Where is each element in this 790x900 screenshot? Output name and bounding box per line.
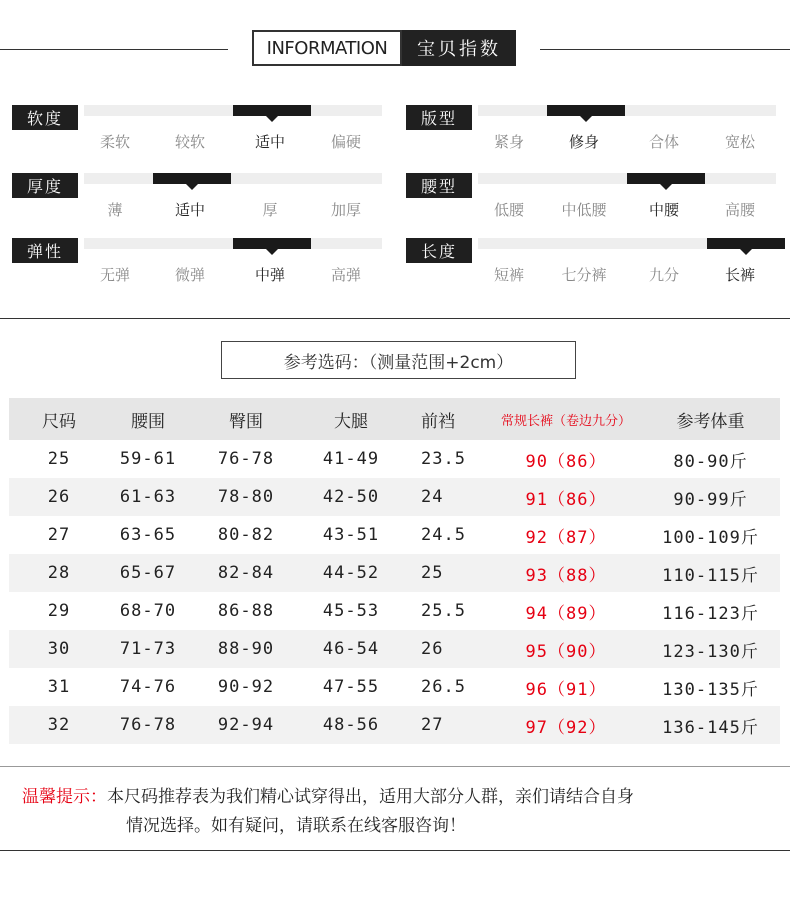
table-header-cell: 尺码 <box>42 411 76 432</box>
table-cell: 100-109斤 <box>662 527 759 548</box>
table-header-cell: 大腿 <box>334 411 368 432</box>
table-cell: 30 <box>47 639 71 659</box>
table-cell: 46-54 <box>322 639 380 659</box>
table-cell: 116-123斤 <box>662 603 759 624</box>
attr-selection-marker <box>233 238 311 249</box>
table-cell: 80-82 <box>217 525 275 545</box>
table-row <box>9 554 780 592</box>
table-row <box>9 516 780 554</box>
attr-length <box>406 238 776 298</box>
attr-option: 偏硬 <box>330 133 361 151</box>
attr-option: 长裤 <box>724 266 755 284</box>
table-cell: 68-70 <box>119 601 177 621</box>
table-cell: 25 <box>47 449 71 469</box>
table-cell: 76-78 <box>217 449 275 469</box>
table-cell: 44-52 <box>322 563 380 583</box>
table-row <box>9 668 780 706</box>
attr-option: 适中 <box>174 201 205 219</box>
table-cell: 110-115斤 <box>662 565 759 586</box>
attr-fit <box>406 105 776 165</box>
table-cell: 24 <box>421 487 444 507</box>
attr-track <box>478 105 776 116</box>
tip-line-2: 情况选择。如有疑问，请联系在线客服咨询！ <box>126 816 466 836</box>
header-title-en: INFORMATION <box>252 30 402 66</box>
attr-option: 柔软 <box>99 133 130 151</box>
table-cell: 88-90 <box>217 639 275 659</box>
table-cell: 23.5 <box>421 449 466 469</box>
attr-track <box>84 238 382 249</box>
table-cell: 123-130斤 <box>662 641 759 662</box>
table-cell: 42-50 <box>322 487 380 507</box>
range-note: 参考选码：（测量范围+2cm） <box>221 341 576 379</box>
attr-selection-marker <box>153 173 231 184</box>
attr-option: 微弹 <box>174 266 205 284</box>
table-cell: 28 <box>47 563 71 583</box>
tip-label: 温馨提示： <box>22 787 107 807</box>
table-cell: 43-51 <box>322 525 380 545</box>
table-cell: 92-94 <box>217 715 275 735</box>
attr-selection-marker <box>233 105 311 116</box>
table-cell: 27 <box>421 715 444 735</box>
attr-option: 较软 <box>174 133 205 151</box>
table-header-cell: 臀围 <box>229 411 263 432</box>
table-cell: 45-53 <box>322 601 380 621</box>
table-cell: 86-88 <box>217 601 275 621</box>
table-cell: 27 <box>47 525 71 545</box>
attr-label: 厚度 <box>12 173 78 198</box>
table-cell: 25 <box>421 563 444 583</box>
attr-selection-marker <box>707 238 785 249</box>
table-cell: 48-56 <box>322 715 380 735</box>
attr-option: 短裤 <box>493 266 524 284</box>
table-cell: 65-67 <box>119 563 177 583</box>
attr-option: 中低腰 <box>561 201 607 219</box>
attr-label: 长度 <box>406 238 472 263</box>
table-row <box>9 440 780 478</box>
attr-waist <box>406 173 776 233</box>
table-cell: 95（90） <box>525 641 607 662</box>
table-cell: 93（88） <box>525 565 607 586</box>
table-cell: 32 <box>47 715 71 735</box>
table-cell: 63-65 <box>119 525 177 545</box>
table-cell: 41-49 <box>322 449 380 469</box>
table-header-cell: 腰围 <box>131 411 165 432</box>
attr-thickness <box>12 173 382 233</box>
table-header-row <box>9 398 780 440</box>
table-cell: 96（91） <box>525 679 607 700</box>
size-table <box>9 398 780 744</box>
table-cell: 61-63 <box>119 487 177 507</box>
table-header-cell: 前裆 <box>421 411 455 432</box>
tip-text <box>22 783 772 841</box>
attr-selection-marker <box>547 105 625 116</box>
table-row <box>9 706 780 744</box>
attr-option: 宽松 <box>724 133 755 151</box>
attr-label: 软度 <box>12 105 78 130</box>
attr-option: 低腰 <box>493 201 524 219</box>
table-cell: 47-55 <box>322 677 380 697</box>
table-cell: 130-135斤 <box>662 679 759 700</box>
attr-option: 合体 <box>648 133 679 151</box>
attr-option: 高腰 <box>724 201 755 219</box>
table-body <box>9 440 780 744</box>
section-divider <box>0 766 790 767</box>
attr-label: 版型 <box>406 105 472 130</box>
table-cell: 78-80 <box>217 487 275 507</box>
table-row <box>9 630 780 668</box>
tip-line-1: 本尺码推荐表为我们精心试穿得出，适用大部分人群，亲们请结合自身 <box>107 787 634 807</box>
attr-softness <box>12 105 382 165</box>
table-cell: 136-145斤 <box>662 717 759 738</box>
table-cell: 25.5 <box>421 601 466 621</box>
attr-option: 中弹 <box>254 266 285 284</box>
table-row <box>9 478 780 516</box>
attr-option: 适中 <box>254 133 285 151</box>
attr-track <box>84 105 382 116</box>
header-title-cn: 宝贝指数 <box>402 30 516 66</box>
table-header-cell: 常规长裤（卷边九分） <box>500 413 631 429</box>
attr-option: 高弹 <box>330 266 361 284</box>
table-cell: 90（86） <box>525 451 607 472</box>
attr-track <box>478 238 776 249</box>
table-row <box>9 592 780 630</box>
table-cell: 91（86） <box>525 489 607 510</box>
attr-option: 紧身 <box>493 133 524 151</box>
table-cell: 90-92 <box>217 677 275 697</box>
table-cell: 82-84 <box>217 563 275 583</box>
table-cell: 26 <box>421 639 444 659</box>
attr-track <box>84 173 382 184</box>
attr-option: 中腰 <box>648 201 679 219</box>
table-cell: 74-76 <box>119 677 177 697</box>
attr-option: 九分 <box>648 266 679 284</box>
attr-option: 厚 <box>262 201 278 219</box>
attr-option: 薄 <box>107 201 123 219</box>
table-cell: 24.5 <box>421 525 466 545</box>
table-cell: 26 <box>47 487 71 507</box>
attr-label: 腰型 <box>406 173 472 198</box>
table-header-cell: 参考体重 <box>676 411 745 432</box>
table-cell: 29 <box>47 601 71 621</box>
table-cell: 76-78 <box>119 715 177 735</box>
table-cell: 26.5 <box>421 677 466 697</box>
attr-option: 无弹 <box>99 266 130 284</box>
table-cell: 71-73 <box>119 639 177 659</box>
footer-rule <box>0 850 790 851</box>
attr-option: 修身 <box>568 133 599 151</box>
header-rule-left <box>0 49 228 50</box>
attr-selection-marker <box>627 173 705 184</box>
header-rule-right <box>540 49 790 50</box>
section-divider <box>0 318 790 319</box>
attr-option: 加厚 <box>330 201 361 219</box>
table-cell: 92（87） <box>525 527 607 548</box>
attr-elasticity <box>12 238 382 298</box>
attr-option: 七分裤 <box>561 266 607 284</box>
table-cell: 80-90斤 <box>673 451 748 472</box>
table-cell: 97（92） <box>525 717 607 738</box>
table-cell: 90-99斤 <box>673 489 748 510</box>
table-cell: 94（89） <box>525 603 607 624</box>
attr-track <box>478 173 776 184</box>
table-cell: 31 <box>47 677 71 697</box>
attr-label: 弹性 <box>12 238 78 263</box>
table-cell: 59-61 <box>119 449 177 469</box>
